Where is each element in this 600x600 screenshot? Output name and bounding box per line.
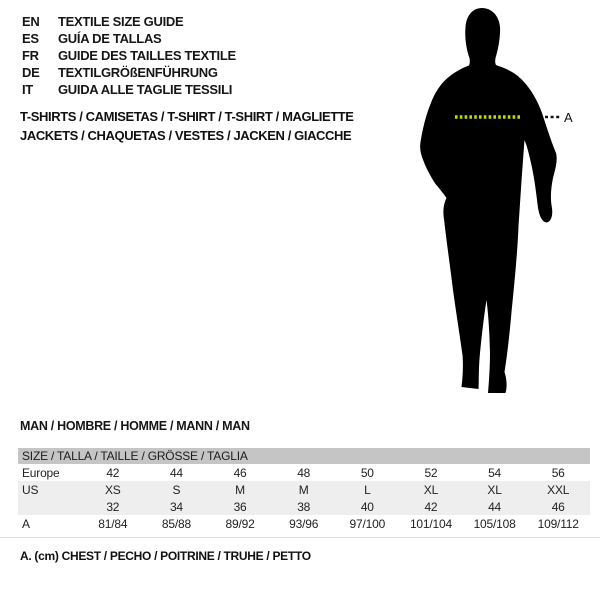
size-table-body <box>18 464 590 532</box>
size-cell: 50 <box>360 465 374 480</box>
size-cell: XXL <box>547 482 570 497</box>
size-cell: 101/104 <box>409 516 452 531</box>
lang-label: TEXTILE SIZE GUIDE <box>58 14 184 29</box>
garment-categories <box>20 107 354 145</box>
lang-code: FR <box>22 48 39 63</box>
lang-code: DE <box>22 65 40 80</box>
size-cell: 34 <box>169 499 183 514</box>
size-cell: 46 <box>233 465 247 480</box>
size-cell: 38 <box>297 499 311 514</box>
size-cell: L <box>364 482 371 497</box>
table-row-cells <box>81 466 590 480</box>
size-cell: 32 <box>106 499 120 514</box>
size-cell: XS <box>105 482 121 497</box>
size-cell: 48 <box>297 465 311 480</box>
size-cell: 81/84 <box>98 516 128 531</box>
size-cell: 109/112 <box>537 516 579 531</box>
lang-code: ES <box>22 31 39 46</box>
size-cell: 105/108 <box>473 516 516 531</box>
size-cell: 42 <box>424 499 438 514</box>
table-row-cells <box>81 483 590 497</box>
size-cell: 54 <box>488 465 502 480</box>
table-row-cells <box>81 500 590 514</box>
size-cell: 85/88 <box>161 516 191 531</box>
lang-row-it <box>22 81 236 98</box>
size-cell: 42 <box>106 465 120 480</box>
table-row <box>18 515 590 532</box>
man-silhouette-figure <box>400 0 600 400</box>
size-cell: M <box>235 482 245 497</box>
table-row <box>18 464 590 481</box>
category-line-tshirts: T-SHIRTS / CAMISETAS / T-SHIRT / T-SHIRT / MAGLIETTE <box>20 109 354 124</box>
measurement-footnote: A. (cm) CHEST / PECHO / POITRINE / TRUHE / PETTO <box>20 549 311 563</box>
category-line-jackets: JACKETS / CHAQUETAS / VESTES / JACKEN / GIACCHE <box>20 128 352 143</box>
lang-row-de <box>22 64 236 81</box>
size-cell: 44 <box>488 499 502 514</box>
table-row-cells <box>81 517 590 531</box>
lang-code: EN <box>22 14 40 29</box>
lang-row-en <box>22 13 236 30</box>
divider-line <box>0 537 600 538</box>
size-cell: XL <box>487 482 502 497</box>
lang-label: GUIDA ALLE TAGLIE TESSILI <box>58 82 233 97</box>
size-cell: S <box>172 482 181 497</box>
lang-label: GUIDE DES TAILLES TEXTILE <box>58 48 236 63</box>
table-row-label: Europe <box>22 465 60 480</box>
lang-row-es <box>22 30 236 47</box>
table-row-label: US <box>22 482 39 497</box>
table-row <box>18 481 590 498</box>
lang-code: IT <box>22 82 33 97</box>
size-cell: XL <box>423 482 439 497</box>
lang-label: GUÍA DE TALLAS <box>58 31 162 46</box>
size-cell: 89/92 <box>225 516 255 531</box>
section-title-man: MAN / HOMBRE / HOMME / MANN / MAN <box>20 419 250 433</box>
size-cell: 40 <box>360 499 374 514</box>
size-cell: 52 <box>424 465 438 480</box>
size-table-header: SIZE / TALLA / TAILLE / GRÖSSE / TAGLIA <box>18 448 590 464</box>
table-row-label: A <box>22 516 30 531</box>
size-cell: M <box>298 482 309 497</box>
size-cell: 97/100 <box>349 516 386 531</box>
size-cell: 44 <box>169 465 183 480</box>
size-cell: 93/96 <box>289 516 319 531</box>
language-list <box>22 13 236 98</box>
size-cell: 46 <box>551 499 565 514</box>
table-row <box>18 498 590 515</box>
size-table <box>18 448 590 532</box>
man-silhouette <box>420 8 557 393</box>
size-cell: 56 <box>551 465 565 480</box>
lang-label: TEXTILGRÖßENFÜHRUNG <box>58 65 218 80</box>
measure-label-a: A <box>564 110 573 125</box>
size-cell: 36 <box>233 499 247 514</box>
lang-row-fr <box>22 47 236 64</box>
